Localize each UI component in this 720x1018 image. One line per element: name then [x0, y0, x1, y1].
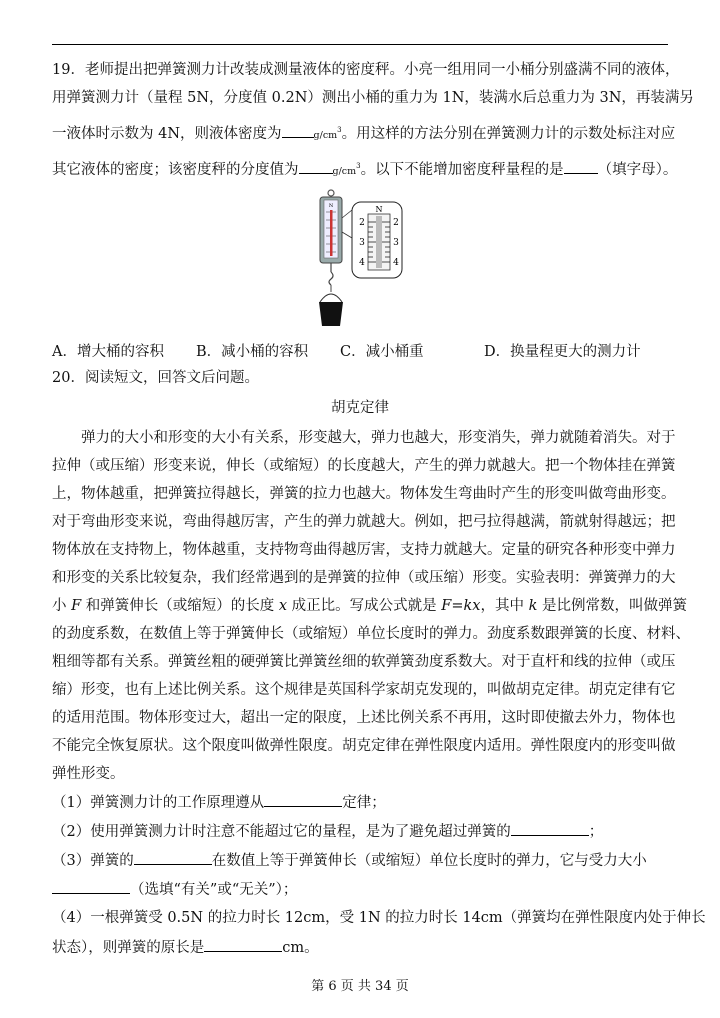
subq-4-cont: 状态），则弹簧的原长是 cm。 [52, 937, 672, 958]
q19-line-4: 其它液体的密度；该密度秤的分度值为 $g/cm^3$。以下不能增加密度秤量程的是 （填字母）。 [52, 156, 672, 182]
para-line-10: 缩）形变，也有上述比例关系。这个规律是英国科学家胡克发现的，叫做胡克定律。胡克定律有它 [52, 682, 676, 698]
tick-right-3: 3 [393, 238, 399, 248]
subq-3: （3）弹簧的 在数值上等于弹簧伸长（或缩短）单位长度时的弹力，它与受力大小 [52, 850, 672, 871]
answer-blank-1[interactable] [264, 792, 342, 807]
scale-unit-small: N [328, 203, 334, 209]
para-line-5: 物体放在支持物上，物体越重，支持物弯曲得越厉害，支持力就越大。定量的研究各种形变中弹力 [52, 542, 676, 558]
answer-blank-3a[interactable] [134, 850, 212, 865]
para-line-2: 拉伸（或压缩）形变来说，伸长（或缩短）的长度越大，产生的弹力就越大。把一个物体挂在弹簧 [52, 458, 676, 474]
option-d[interactable]: D．换量程更大的测力计 [484, 344, 641, 360]
subq-3-cont: （选填“有关”或“无关”）； [52, 879, 672, 900]
answer-blank-3b[interactable] [52, 879, 130, 894]
tick-right-4: 4 [393, 258, 399, 268]
answer-blank-4[interactable] [204, 937, 282, 952]
subq-4: （4）一根弹簧受 0.5N 的拉力时长 12cm，受 1N 的拉力时长 14cm（弹簧均在弹性限度内处于伸长 [52, 910, 706, 926]
q19-line-1: 19．老师提出把弹簧测力计改装成测量液体的密度秤。小亮一组用同一小桶分别盛满不同的液体， [52, 62, 680, 78]
para-line-12: 不能完全恢复原状。这个限度叫做弹性限度。胡克定律在弹性限度内适用。弹性限度内的形变叫做 [52, 738, 676, 754]
scale-unit-large: N [375, 205, 383, 214]
spring-scale-figure [312, 188, 408, 330]
option-c[interactable]: C．减小桶重 [340, 344, 424, 360]
tick-left-2: 2 [359, 218, 365, 228]
q20-intro: 20．阅读短文，回答文后问题。 [52, 370, 259, 386]
answer-blank-division[interactable] [299, 159, 333, 174]
para-line-11: 的适用范围。物体形变过大，超出一定的限度，上述比例关系不再用，这时即使撤去外力，物体也 [52, 710, 676, 726]
para-line-6: 和形变的关系比较复杂，我们经常遇到的是弹簧的拉伸（或压缩）形变。实验表明：弹簧弹力的大 [52, 570, 676, 586]
answer-blank-letter[interactable] [564, 159, 598, 174]
page-footer: 第 6 页 共 34 页 [311, 979, 409, 994]
subq-1: （1）弹簧测力计的工作原理遵从 定律； [52, 792, 672, 813]
para-line-13: 弹性形变。 [52, 766, 125, 782]
para-line-3: 上，物体越重，把弹簧拉得越长，弹簧的拉力也越大。物体发生弯曲时产生的形变叫做弯曲形变。 [52, 486, 676, 502]
para-line-4: 对于弯曲形变来说，弯曲得越厉害，产生的弹力就越大。例如，把弓拉得越满，箭就射得越远；把 [52, 514, 676, 530]
tick-left-3: 3 [359, 238, 365, 248]
para-line-7: 小 F 和弹簧伸长（或缩短）的长度 x 成正比。写成公式就是 F=kx，其中 k 是比例常数，叫做弹簧 [52, 598, 687, 614]
q19-line-3: 一液体时示数为 4N，则液体密度为 $g/cm^3$。用这样的方法分别在弹簧测力计的示数处标注对应 [52, 120, 672, 146]
para-line-8: 的劲度系数，在数值上等于弹簧伸长（或缩短）单位长度时的弹力。劲度系数跟弹簧的长度、材料、 [52, 626, 690, 642]
option-a[interactable]: A．增大桶的容积 [52, 344, 164, 360]
subq-2: （2）使用弹簧测力计时注意不能超过它的量程，是为了避免超过弹簧的 ； [52, 821, 672, 842]
answer-blank-2[interactable] [511, 821, 589, 836]
option-b[interactable]: B．减小桶的容积 [196, 344, 309, 360]
para-line-9: 粗细等都有关系。弹簧丝粗的硬弹簧比弹簧丝细的软弹簧劲度系数大。对于直杆和线的拉伸（或压 [52, 654, 676, 670]
answer-blank-density[interactable] [282, 123, 314, 138]
article-title: 胡克定律 [331, 400, 389, 416]
para-line-1: 弹力的大小和形变的大小有关系，形变越大，弹力也越大，形变消失，弹力就随着消失。对于 [81, 430, 676, 446]
tick-right-2: 2 [393, 218, 399, 228]
q19-line-2: 用弹簧测力计（量程 5N，分度值 0.2N）测出小桶的重力为 1N，装满水后总重力为 3N，再装满另 [52, 90, 694, 106]
top-rule [52, 44, 668, 45]
tick-left-4: 4 [359, 258, 365, 268]
